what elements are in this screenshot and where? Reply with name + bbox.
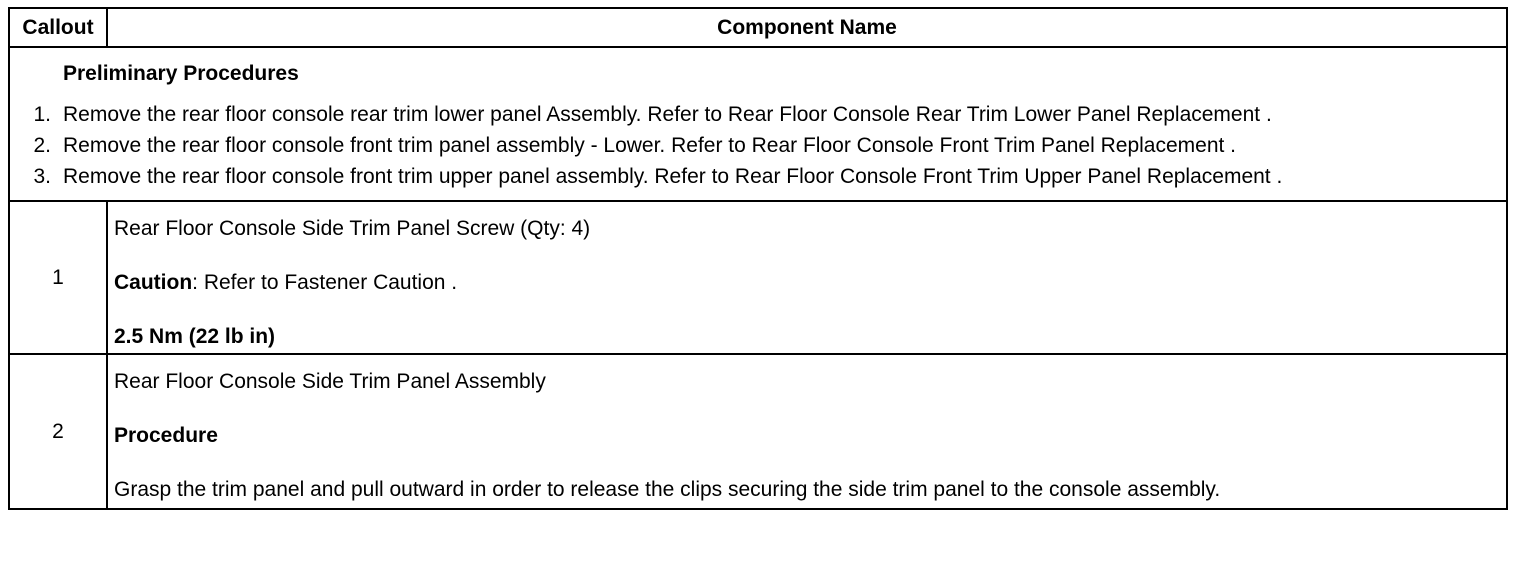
component-cell <box>108 355 1506 508</box>
caution-note <box>114 268 1500 298</box>
preliminary-procedures-row <box>10 48 1506 202</box>
preliminary-procedures-cell <box>10 48 1506 200</box>
component-name: Rear Floor Console Side Trim Panel Screw (Qty: 4) <box>114 217 591 240</box>
callout-column-header: Callout <box>10 9 108 46</box>
component-name: Rear Floor Console Side Trim Panel Assembly <box>114 370 546 393</box>
caution-label: Caution <box>114 271 193 294</box>
step-number: 3. <box>33 165 51 188</box>
table-row <box>10 355 1506 508</box>
table-row <box>10 202 1506 355</box>
component-cell <box>108 202 1506 353</box>
component-name-column-header: Component Name <box>717 15 897 39</box>
procedure-text: Grasp the trim panel and pull outward in order to release the clips securing the side trim panel to the console assembly. <box>114 478 1221 501</box>
step-number: 1. <box>33 103 51 126</box>
step-text: Remove the rear floor console rear trim lower panel Assembly. Refer to Rear Floor Console Rear Trim Lower Panel Replacement . <box>63 103 1272 126</box>
step-number: 2. <box>33 134 51 157</box>
table-header-row <box>10 9 1506 48</box>
procedure-label: Procedure <box>114 424 218 447</box>
procedure-table <box>8 7 1508 510</box>
preliminary-procedures-title: Preliminary Procedures <box>63 62 299 85</box>
torque-spec: 2.5 Nm (22 lb in) <box>114 325 276 348</box>
preliminary-step <box>22 99 1494 130</box>
callout-number: 1 <box>10 202 108 353</box>
step-text: Remove the rear floor console front trim upper panel assembly. Refer to Rear Floor Console Front Trim Upper Panel Replacement . <box>63 165 1283 188</box>
preliminary-step <box>22 130 1494 161</box>
caution-text: : Refer to Fastener Caution . <box>192 271 458 294</box>
preliminary-step <box>22 161 1494 192</box>
callout-number: 2 <box>10 355 108 508</box>
step-text: Remove the rear floor console front trim panel assembly - Lower. Refer to Rear Floor Console Front Trim Panel Replacement . <box>63 134 1236 157</box>
